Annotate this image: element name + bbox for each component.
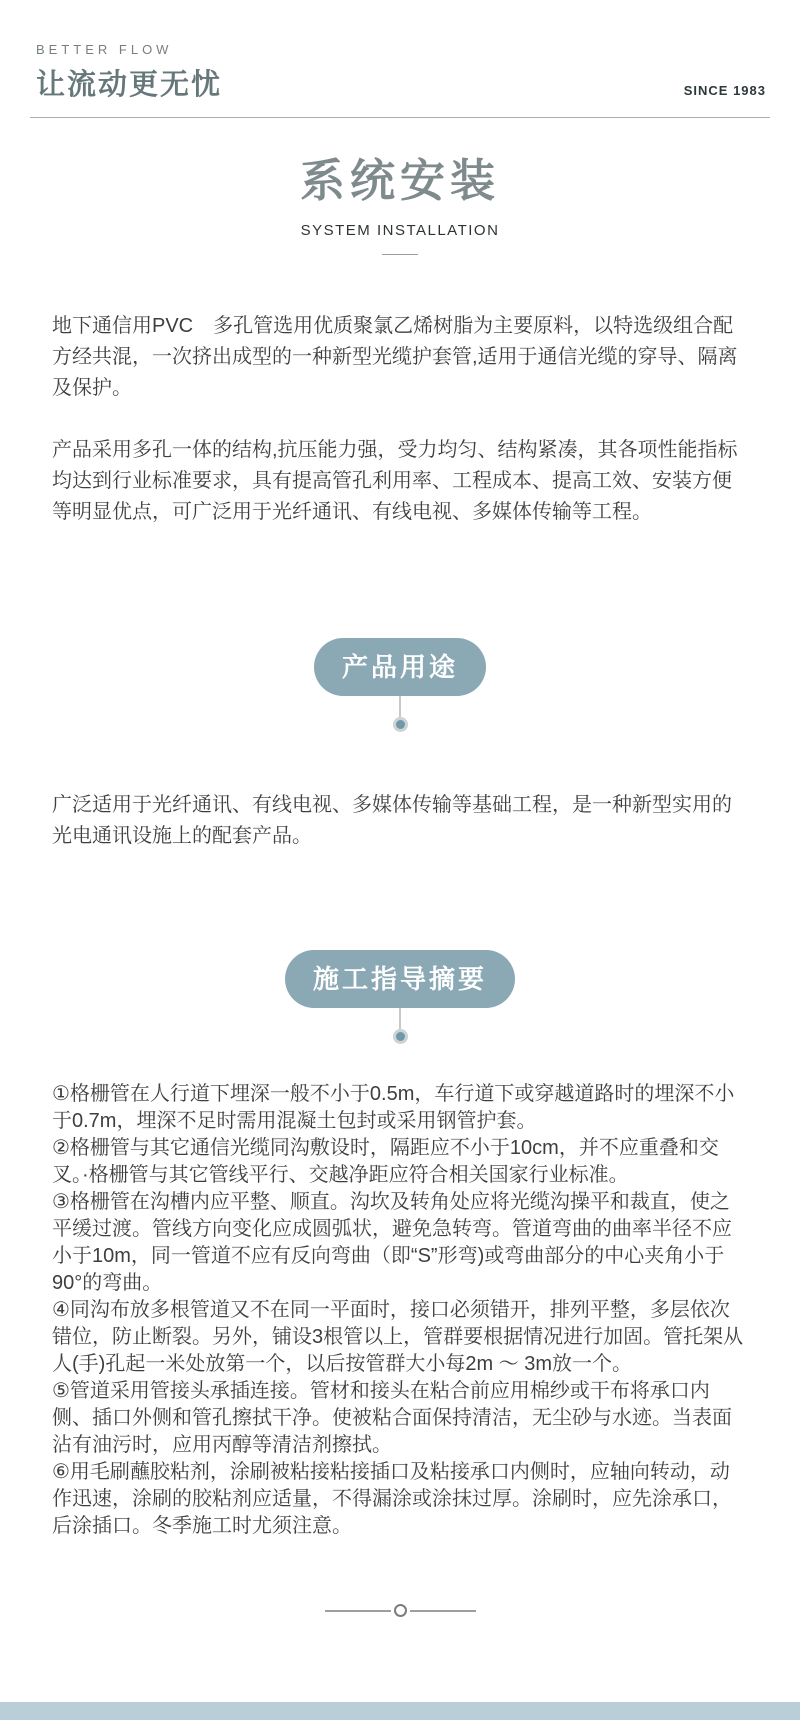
page-title: 系统安装 (299, 155, 500, 206)
brand-tagline: BETTER FLOW (36, 42, 173, 57)
header (0, 0, 800, 103)
footer-divider (0, 1604, 800, 1617)
connector-line (399, 1008, 401, 1029)
title-block (0, 144, 800, 255)
footer-divider-line (325, 1610, 391, 1612)
guide-item: ③格栅管在沟槽内应平整、顺直。沟坎及转角处应将光缆沟操平和裁直，使之平缓过渡。管线方向变化应成圆弧状，避免急转弯。管道弯曲的曲率半径不应小于10m，同一管道不应有反向弯曲（即“S”形弯)或弯曲部分的中心夹角小于90°的弯曲。 (52, 1191, 732, 1294)
construction-guide-badge: 施工指导摘要 (285, 950, 515, 1008)
usage-paragraph: 广泛适用于光纤通讯、有线电视、多媒体传输等基础工程，是一种新型实用的光电通讯设施上的配套产品。 (52, 794, 732, 847)
construction-guide-list (52, 1081, 748, 1540)
section-header-product-usage (0, 638, 800, 732)
brand-block (36, 42, 222, 103)
brand-logo: 让流动更无忧 (36, 69, 223, 101)
connector-dot-icon (393, 717, 408, 732)
product-usage-text (52, 790, 748, 852)
guide-item: ④同沟布放多根管道又不在同一平面时，接口必须错开，排列平整，多层依次错位，防止断裂。另外，铺设3根管以上，管群要根据情况进行加固。管托架从人(手)孔起一米处放第一个，以后按管群大小每2m ～ 3m放一个。 (52, 1299, 744, 1375)
page-subtitle: SYSTEM INSTALLATION (300, 222, 500, 239)
section-header-construction-guide (0, 950, 800, 1044)
guide-item: ②格栅管与其它通信光缆同沟敷设时，隔距应不小于10cm，并不应重叠和交叉。·格栅管与其它管线平行、交越净距应符合相关国家行业标准。 (52, 1137, 719, 1186)
intro-paragraph: 产品采用多孔一体的结构,抗压能力强，受力均匀、结构紧凑，其各项性能指标均达到行业标准要求，具有提高管孔利用率、工程成本、提高工效、安装方便等明显优点，可广泛用于光纤通讯、有线电视、多媒体传输等工程。 (52, 439, 738, 523)
header-divider (30, 117, 770, 118)
footer-circle-icon (394, 1604, 407, 1617)
title-divider (382, 254, 418, 255)
connector-dot-icon (393, 1029, 408, 1044)
guide-item: ⑤管道采用管接头承插连接。管材和接头在粘合前应用棉纱或干布将承口内侧、插口外侧和管孔擦拭干净。使被粘合面保持清洁，无尘砂与水迹。当表面沾有油污时，应用丙醇等清洁剂擦拭。 (52, 1380, 732, 1456)
intro-paragraph: 地下通信用PVC 多孔管选用优质聚氯乙烯树脂为主要原料，以特选级组合配方经共混，一次挤出成型的一种新型光缆护套管,适用于通信光缆的穿导、隔离及保护。 (52, 315, 738, 399)
bottom-accent-bar (0, 1702, 800, 1720)
guide-item: ⑥用毛刷蘸胶粘剂，涂刷被粘接粘接插口及粘接承口内侧时，应轴向转动，动作迅速，涂刷的胶粘剂应适量，不得漏涂或涂抹过厚。涂刷时，应先涂承口，后涂插口。冬季施工时尤须注意。 (52, 1461, 732, 1537)
intro-text (52, 311, 748, 528)
footer-divider-line (410, 1610, 476, 1612)
since-label: SINCE 1983 (683, 83, 766, 98)
guide-item: ①格栅管在人行道下埋深一般不小于0.5m，车行道下或穿越道路时的埋深不小于0.7m，埋深不足时需用混凝土包封或采用钢管护套。 (52, 1083, 735, 1132)
connector-line (399, 696, 401, 717)
product-usage-badge: 产品用途 (314, 638, 486, 696)
